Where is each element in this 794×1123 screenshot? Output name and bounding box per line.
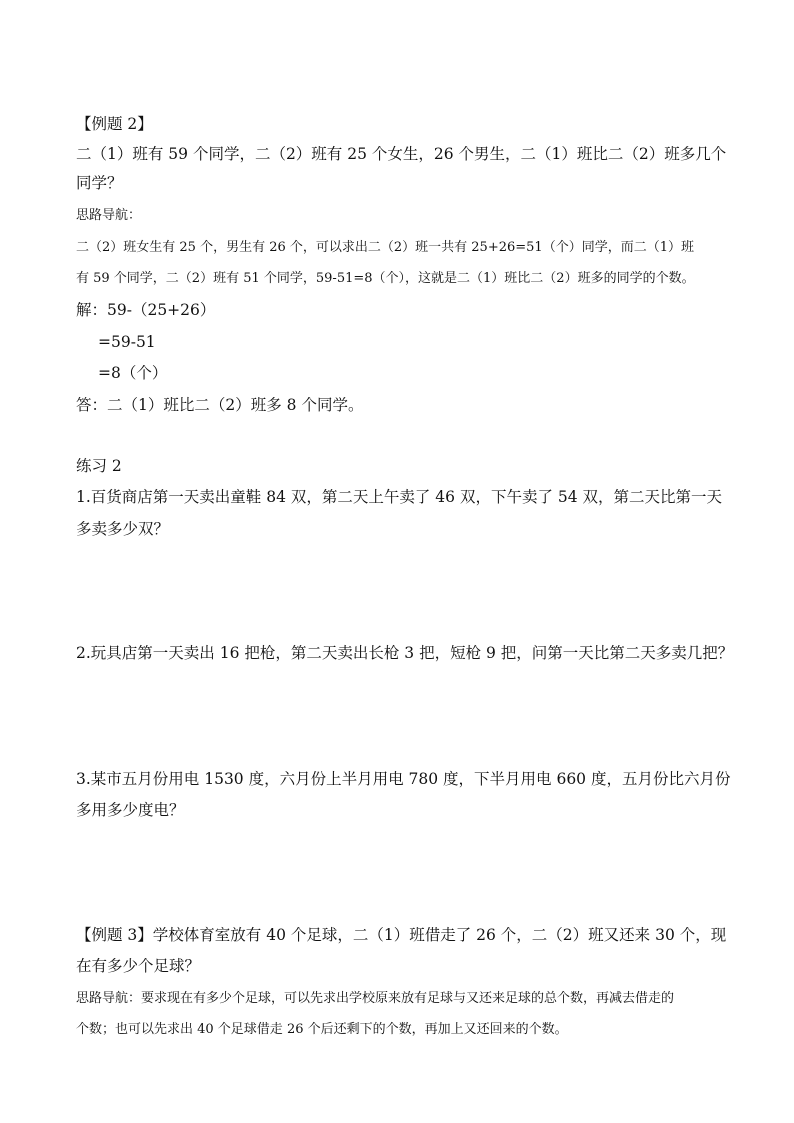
example2-solution-line-2: =59-51 — [98, 333, 156, 351]
practice2-q3-line-2: 多用多少度电？ — [76, 801, 185, 819]
example2-hint-label: 思路导航： — [76, 208, 142, 223]
example3-hint-line-1: 思路导航：要求现在有多少个足球，可以先求出学校原来放有足球与又还来足球的总个数，再减去借走的 — [76, 991, 675, 1006]
example2-question-line-1: 二（1）班有 59 个同学，二（2）班有 25 个女生，26 个男生，二（1）班比二（2）班多几个 — [76, 145, 727, 163]
practice2-q1-line-1: 1.百货商店第一天卖出童鞋 84 双，第二天上午卖了 46 双，下午卖了 54 双，第二天比第一天 — [76, 488, 723, 506]
practice2-q1-line-2: 多卖多少双？ — [76, 520, 170, 538]
example2-solution-line-1: 解：59-（25+26） — [76, 301, 216, 319]
example3-question-line-2: 在有多少个足球？ — [76, 957, 201, 975]
practice2-q3-line-1: 3.某市五月份用电 1530 度，六月份上半月用电 780 度，下半月用电 660 度，五月份比六月份 — [76, 770, 731, 788]
example2-solution-line-3: =8（个） — [98, 364, 168, 382]
practice2-title: 练习 2 — [76, 457, 122, 475]
example2-answer: 答：二（1）班比二（2）班多 8 个同学。 — [76, 396, 364, 414]
example3-question-line-1: 【例题 3】学校体育室放有 40 个足球，二（1）班借走了 26 个，二（2）班又还来 30 个，现 — [76, 926, 727, 944]
example2-title: 【例题 2】 — [76, 115, 153, 133]
example3-hint-line-2: 个数；也可以先求出 40 个足球借走 26 个后还剩下的个数，再加上又还回来的个数。 — [76, 1022, 568, 1037]
example2-question-line-2: 同学？ — [76, 174, 123, 192]
practice2-q2-line-1: 2.玩具店第一天卖出 16 把枪，第二天卖出长枪 3 把，短枪 9 把，问第一天比第二天多卖几把？ — [76, 644, 734, 662]
example2-hint-line-2: 有 59 个同学，二（2）班有 51 个同学，59-51=8（个），这就是二（1）班比二（2）班多的同学的个数。 — [76, 271, 695, 286]
example2-hint-line-1: 二（2）班女生有 25 个，男生有 26 个，可以求出二（2）班一共有 25+26=51（个）同学，而二（1）班 — [76, 240, 694, 255]
